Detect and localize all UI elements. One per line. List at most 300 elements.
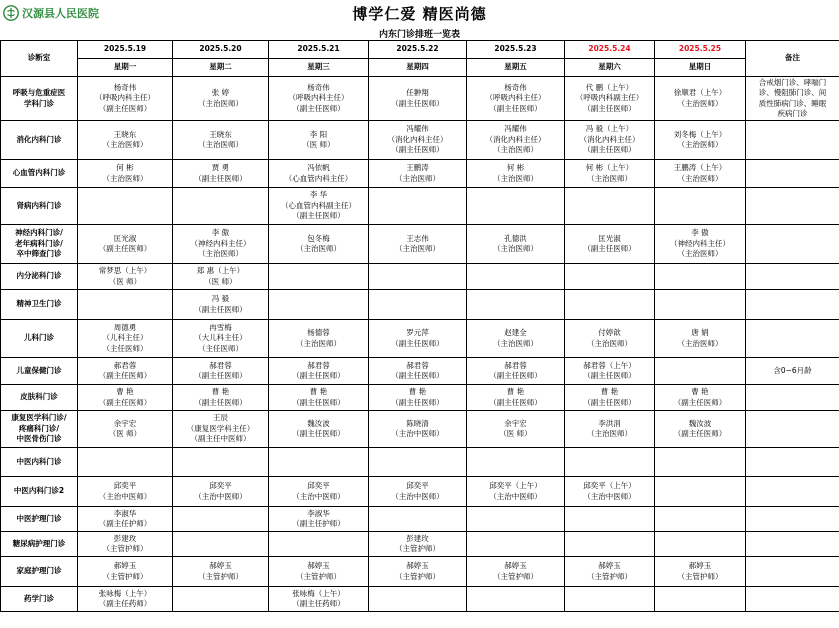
doctor-cell xyxy=(269,225,369,264)
doctor-name: 李 华 xyxy=(309,190,328,200)
doctor-title: （副主任医师） xyxy=(391,145,444,155)
note-cell xyxy=(746,477,839,507)
doctor-name: 代 鹏（上午） xyxy=(585,82,634,92)
schedule-row xyxy=(1,385,839,411)
doctor-cell xyxy=(173,587,269,612)
doctor-name: 王晓东 xyxy=(209,129,232,139)
dept-name-line: 消化内科门诊 xyxy=(16,134,62,144)
doctor-name: 王志伟 xyxy=(406,233,429,243)
doctor-cell xyxy=(269,188,369,225)
doctor-name: 张咏梅（上午） xyxy=(292,588,345,598)
doctor-cell xyxy=(173,532,269,557)
doctor-cell xyxy=(369,411,467,448)
note-line: 诊、慢阻肺门诊、间 xyxy=(758,88,827,97)
doctor-cell xyxy=(369,320,467,358)
doctor-cell xyxy=(655,264,746,290)
note-cell xyxy=(746,557,839,587)
doctor-cell xyxy=(78,448,173,477)
note-line: 合戒烟门诊、哮喘门 xyxy=(758,77,827,87)
doctor-name: 郝君蓉 xyxy=(209,360,232,370)
doctor-cell xyxy=(655,532,746,557)
doctor-title: （神经内科主任） xyxy=(670,238,730,248)
doctor-cell xyxy=(467,77,565,121)
doctor-cell xyxy=(78,264,173,290)
doctor-cell xyxy=(369,160,467,188)
doctor-cell xyxy=(565,507,655,532)
doctor-cell xyxy=(78,411,173,448)
note-cell xyxy=(746,532,839,557)
doctor-cell xyxy=(467,188,565,225)
doctor-name: 包冬梅 xyxy=(307,233,330,243)
doctor-title: （主治医师） xyxy=(587,429,632,438)
doctor-cell xyxy=(173,448,269,477)
doctor-cell xyxy=(655,121,746,160)
date-header: 2025.5.19 xyxy=(78,41,173,59)
doctor-name: 孔德洪 xyxy=(504,233,527,243)
doctor-title: （副主任医师） xyxy=(391,98,444,108)
weekday-header: 星期三 xyxy=(269,59,369,77)
dept-name-cell xyxy=(1,290,78,320)
doctor-cell xyxy=(78,385,173,411)
doctor-cell xyxy=(467,320,565,358)
doctor-cell xyxy=(565,264,655,290)
dept-name-cell xyxy=(1,411,78,448)
doctor-cell xyxy=(369,290,467,320)
schedule-row xyxy=(1,121,839,160)
doctor-cell xyxy=(467,121,565,160)
dept-name-cell xyxy=(1,557,78,587)
doctor-title: （主管护师） xyxy=(395,544,440,553)
schedule-row xyxy=(1,358,839,385)
doctor-name: 邱奕平 xyxy=(209,481,232,490)
doctor-cell xyxy=(467,587,565,612)
doctor-cell xyxy=(269,290,369,320)
schedule-row xyxy=(1,532,839,557)
doctor-cell xyxy=(173,358,269,385)
doctor-cell xyxy=(369,264,467,290)
schedule-row xyxy=(1,411,839,448)
doctor-cell xyxy=(269,77,369,121)
doctor-title: （副主任医师） xyxy=(292,211,345,221)
doctor-title: （主治医师） xyxy=(395,173,440,183)
doctor-title: （主治医师） xyxy=(587,338,632,348)
doctor-cell xyxy=(565,557,655,587)
doctor-title: （主治中医师） xyxy=(98,491,152,501)
doctor-cell xyxy=(173,385,269,411)
doctor-title: （副主任药师） xyxy=(292,599,345,608)
dept-name-line: 儿科门诊 xyxy=(24,333,54,343)
schedule-row xyxy=(1,448,839,477)
doctor-title: （副主任医师） xyxy=(194,397,247,407)
schedule-row xyxy=(1,264,839,290)
doctor-cell xyxy=(655,477,746,507)
doctor-title: （医 师） xyxy=(204,276,237,286)
doctor-cell xyxy=(369,121,467,160)
date-header: 2025.5.21 xyxy=(269,41,369,59)
date-header-weekend: 2025.5.25 xyxy=(655,41,746,59)
doctor-title: （大儿科主任） xyxy=(194,333,247,343)
note-cell xyxy=(746,160,839,188)
doctor-title: （主治医师） xyxy=(677,249,723,259)
doctor-title: （主管护师） xyxy=(395,571,440,581)
doctor-cell xyxy=(369,188,467,225)
doctor-title: （副主任医师） xyxy=(391,371,444,380)
doctor-title: （副主任医师） xyxy=(583,397,636,407)
doctor-cell xyxy=(565,320,655,358)
doctor-name: 常梦思（上午） xyxy=(98,266,152,275)
dept-name-cell xyxy=(1,358,78,385)
schedule-row xyxy=(1,77,839,121)
doctor-cell xyxy=(269,507,369,532)
doctor-title: （副主任医师） xyxy=(583,145,636,155)
weekday-header: 星期一 xyxy=(78,59,173,77)
doctor-name: 郝君蓉 xyxy=(307,360,330,370)
doctor-name: 郝君蓉 xyxy=(406,360,429,370)
doctor-name: 郑 惠（上午） xyxy=(196,266,245,275)
dept-name-line: 中医内科门诊2 xyxy=(13,486,65,496)
doctor-cell xyxy=(369,358,467,385)
doctor-cell xyxy=(467,477,565,507)
doctor-cell xyxy=(565,385,655,411)
doctor-title: （主管护师） xyxy=(677,571,723,581)
doctor-cell xyxy=(173,77,269,121)
doctor-title: （副主任医师） xyxy=(98,371,152,380)
doctor-title: （副主任中医师） xyxy=(190,434,251,444)
doctor-title: （主治医师） xyxy=(493,244,538,253)
doctor-cell xyxy=(78,320,173,358)
doctor-cell xyxy=(269,411,369,448)
doctor-name: 李洪涓 xyxy=(598,418,621,428)
doctor-title: （副主任医师） xyxy=(292,429,345,438)
doctor-title: （主任医师） xyxy=(198,343,243,353)
dept-name-cell xyxy=(1,121,78,160)
dept-name-cell xyxy=(1,225,78,264)
doctor-title: （主治医师） xyxy=(102,140,148,149)
doctor-name: 李淑华 xyxy=(113,508,137,518)
doctor-cell xyxy=(269,385,369,411)
doctor-cell xyxy=(655,358,746,385)
doctor-name: 何 彬（上午） xyxy=(585,163,634,172)
doctor-cell xyxy=(565,358,655,385)
doctor-cell xyxy=(467,507,565,532)
doctor-title: （副主任医师） xyxy=(194,371,247,380)
note-cell xyxy=(746,121,839,160)
doctor-name: 郝君蓉（上午） xyxy=(583,360,636,370)
doctor-title: （主治医师） xyxy=(102,173,148,183)
doctor-cell xyxy=(467,448,565,477)
dept-name-line: 呼吸与危重症医 xyxy=(12,88,66,97)
doctor-name: 付婷歆 xyxy=(598,328,621,337)
doctor-title: （副主任医师） xyxy=(489,397,542,407)
note-cell xyxy=(746,358,839,385)
doctor-name: 罗元萍 xyxy=(406,328,429,337)
schedule-row xyxy=(1,587,839,612)
doctor-name: 唐 娟 xyxy=(691,328,709,337)
note-cell xyxy=(746,385,839,411)
doctor-title: （康复医学科主任） xyxy=(186,423,255,433)
doctor-title: （消化内科主任） xyxy=(485,134,546,144)
doctor-name: 彭建玫 xyxy=(113,533,137,543)
schedule-row xyxy=(1,225,839,264)
weekday-header: 星期二 xyxy=(173,59,269,77)
date-header: 2025.5.20 xyxy=(173,41,269,59)
doctor-name: 匡光淑 xyxy=(113,233,137,243)
dept-name-line: 家庭护理门诊 xyxy=(16,566,62,576)
page-title: 博学仁爱 精医尚德 xyxy=(352,5,487,23)
doctor-title: （主治医师） xyxy=(677,173,723,183)
doctor-name: 余宇宏 xyxy=(504,418,527,428)
doctor-title: （副主任医师） xyxy=(98,397,152,407)
doctor-title: （主治医师） xyxy=(198,140,243,149)
note-cell xyxy=(746,225,839,264)
doctor-title: （呼吸内科主任） xyxy=(95,93,155,103)
doctor-title: （副主任医师） xyxy=(489,103,542,113)
doctor-cell xyxy=(467,358,565,385)
doctor-title: （医 师） xyxy=(108,429,142,438)
doctor-title: （医 师） xyxy=(302,140,335,149)
doctor-title: （主治中医师） xyxy=(583,491,636,501)
dept-name-line: 老年病科门诊/ xyxy=(15,238,63,248)
dept-name-cell xyxy=(1,507,78,532)
doctor-cell xyxy=(78,358,173,385)
doctor-cell xyxy=(655,188,746,225)
schedule-row xyxy=(1,507,839,532)
doctor-cell xyxy=(78,121,173,160)
doctor-cell xyxy=(78,290,173,320)
doctor-cell xyxy=(655,557,746,587)
doctor-name: 郝婷玉 xyxy=(406,561,429,570)
dept-name-line: 肾病内科门诊 xyxy=(16,200,62,210)
schedule-table xyxy=(0,40,839,612)
doctor-name: 郝婷玉 xyxy=(113,561,137,570)
doctor-title: （主治医师） xyxy=(395,244,440,253)
dept-name-cell xyxy=(1,160,78,188)
weekday-row xyxy=(1,59,839,77)
doctor-name: 魏汝波 xyxy=(307,418,330,428)
note-cell xyxy=(746,320,839,358)
doctor-title: （主管护师） xyxy=(102,571,148,581)
date-header-weekend: 2025.5.24 xyxy=(565,41,655,59)
doctor-cell xyxy=(565,477,655,507)
page-subtitle: 内东门诊排班一览表 xyxy=(378,30,460,40)
note-line: 含0~6月龄 xyxy=(773,365,812,375)
dept-name-cell xyxy=(1,448,78,477)
doctor-title: （主治中医师） xyxy=(489,491,542,501)
schedule-body xyxy=(1,77,839,612)
doctor-cell xyxy=(467,225,565,264)
doctor-name: 贾 勇 xyxy=(211,163,230,172)
dept-name-cell xyxy=(1,320,78,358)
doctor-name: 李 傲 xyxy=(211,228,230,238)
doctor-title: （主治中医师） xyxy=(391,491,444,501)
doctor-name: 邱奕平 xyxy=(307,481,330,490)
doctor-name: 杨德蓉 xyxy=(307,328,330,337)
doctor-title: （主治医师） xyxy=(493,173,538,183)
dept-name-line: 儿童保健门诊 xyxy=(16,365,62,375)
doctor-cell xyxy=(655,507,746,532)
doctor-cell xyxy=(655,448,746,477)
doctor-name: 何 彬 xyxy=(506,163,525,172)
doctor-title: （副主任医师） xyxy=(194,173,247,183)
doctor-cell xyxy=(655,225,746,264)
dept-name-line: 心血管内科门诊 xyxy=(12,168,66,178)
doctor-cell xyxy=(173,188,269,225)
doctor-cell xyxy=(78,160,173,188)
doctor-cell xyxy=(269,320,369,358)
doctor-title: （副主任医师） xyxy=(98,103,152,113)
doctor-cell xyxy=(369,557,467,587)
doctor-cell xyxy=(565,411,655,448)
doctor-title: （主治中医师） xyxy=(194,491,247,501)
doctor-cell xyxy=(655,411,746,448)
doctor-name: 曹 艳 xyxy=(600,387,619,396)
doctor-name: 赵建全 xyxy=(504,328,527,337)
note-cell xyxy=(746,77,839,121)
doctor-cell xyxy=(565,121,655,160)
doctor-cell xyxy=(655,320,746,358)
note-cell xyxy=(746,448,839,477)
dept-name-line: 药学门诊 xyxy=(24,593,54,603)
doctor-cell xyxy=(467,532,565,557)
doctor-title: （副主任医师） xyxy=(391,397,444,407)
doctor-name: 张咏梅（上午） xyxy=(98,588,152,598)
doctor-title: （主管护师） xyxy=(493,571,538,581)
doctor-cell xyxy=(78,532,173,557)
doctor-cell xyxy=(565,587,655,612)
schedule-row xyxy=(1,160,839,188)
doctor-cell xyxy=(655,385,746,411)
dept-name-line: 皮肤科门诊 xyxy=(20,392,58,402)
doctor-title: （儿科主任） xyxy=(102,333,148,343)
dept-name-line: 中医骨伤门诊 xyxy=(16,434,62,444)
doctor-cell xyxy=(565,532,655,557)
doctor-cell xyxy=(467,557,565,587)
doctor-cell xyxy=(173,121,269,160)
dept-name-cell xyxy=(1,477,78,507)
doctor-cell xyxy=(565,225,655,264)
doctor-title: （副主任护师） xyxy=(98,519,152,528)
doctor-cell xyxy=(369,448,467,477)
doctor-title: （主管护师） xyxy=(296,571,341,581)
doctor-cell xyxy=(655,77,746,121)
weekday-header: 星期六 xyxy=(565,59,655,77)
note-cell xyxy=(746,188,839,225)
doctor-name: 曹 艳 xyxy=(309,387,328,396)
doctor-title: （主治医师） xyxy=(677,140,723,149)
doctor-name: 郝婷玉 xyxy=(504,561,527,570)
doctor-cell xyxy=(467,160,565,188)
doctor-name: 曹 艳 xyxy=(506,387,525,396)
doctor-title: （副主任医师） xyxy=(583,103,636,113)
note-cell xyxy=(746,587,839,612)
doctor-name: 杨奇伟 xyxy=(307,82,330,92)
doctor-name: 李 阳 xyxy=(309,129,328,139)
doctor-name: 邱奕平 xyxy=(406,481,429,490)
doctor-cell xyxy=(269,532,369,557)
doctor-title: （副主任医师） xyxy=(583,244,636,253)
doctor-cell xyxy=(269,587,369,612)
doctor-cell xyxy=(565,290,655,320)
doctor-cell xyxy=(78,77,173,121)
dept-name-line: 神经内科门诊/ xyxy=(15,228,63,238)
doctor-name: 郝婷玉 xyxy=(688,561,712,570)
doctor-name: 王辰 xyxy=(213,413,228,423)
doctor-cell xyxy=(78,225,173,264)
note-cell xyxy=(746,290,839,320)
doctor-name: 曹 艳 xyxy=(408,387,427,396)
doctor-cell xyxy=(78,507,173,532)
doctor-title: （主管护师） xyxy=(587,571,632,581)
weekday-header: 星期四 xyxy=(369,59,467,77)
doctor-cell xyxy=(173,507,269,532)
schedule-row xyxy=(1,188,839,225)
hospital-name: 汉源县人民医院 xyxy=(22,7,99,20)
dept-name-cell xyxy=(1,532,78,557)
schedule-row xyxy=(1,290,839,320)
doctor-title: （消化内科主任） xyxy=(579,134,640,144)
doctor-cell xyxy=(369,587,467,612)
doctor-name: 陈晓清 xyxy=(406,418,429,428)
dept-name-line: 中医内科门诊 xyxy=(16,456,62,466)
dept-name-cell xyxy=(1,188,78,225)
doctor-name: 李 傲 xyxy=(691,228,709,238)
doctor-name: 冯 毅 xyxy=(211,294,230,303)
doctor-cell xyxy=(173,225,269,264)
doctor-title: （心血管内科副主任） xyxy=(281,200,356,210)
doctor-name: 曹 艳 xyxy=(691,387,709,396)
doctor-cell xyxy=(467,385,565,411)
doctor-name: 王鹏涛（上午） xyxy=(673,163,727,172)
doctor-name: 冯耀伟 xyxy=(504,124,527,134)
doctor-title: （主治医师） xyxy=(677,98,723,108)
doctor-name: 李淑华 xyxy=(307,508,330,518)
doctor-cell xyxy=(467,411,565,448)
doctor-cell xyxy=(369,77,467,121)
weekday-header: 星期五 xyxy=(467,59,565,77)
dept-name-line: 精神卫生门诊 xyxy=(16,299,62,309)
dept-name-line: 中医护理门诊 xyxy=(16,513,62,523)
doctor-title: （医 师） xyxy=(108,276,142,286)
dept-name-cell xyxy=(1,385,78,411)
dept-column-header: 诊断室 xyxy=(1,41,78,77)
doctor-cell xyxy=(565,160,655,188)
doctor-name: 杨奇伟 xyxy=(113,82,137,92)
doctor-title: （副主任医师） xyxy=(391,338,444,348)
doctor-name: 郝婷玉 xyxy=(209,561,232,570)
doctor-cell xyxy=(655,160,746,188)
doctor-cell xyxy=(269,557,369,587)
doctor-cell xyxy=(173,264,269,290)
doctor-name: 刘冬梅（上午） xyxy=(673,129,727,139)
doctor-name: 郝婷玉 xyxy=(598,561,621,570)
doctor-title: （呼吸内科副主任） xyxy=(575,93,644,103)
doctor-name: 何 彬 xyxy=(116,163,134,172)
doctor-name: 任翀翔 xyxy=(406,88,429,97)
doctor-title: （副主任医师） xyxy=(292,103,345,113)
doctor-name: 冉雪梅 xyxy=(209,322,232,332)
doctor-cell xyxy=(173,290,269,320)
doctor-cell xyxy=(173,411,269,448)
doctor-title: （主治医师） xyxy=(493,338,538,348)
doctor-cell xyxy=(369,477,467,507)
schedule-row xyxy=(1,477,839,507)
weekday-header: 星期日 xyxy=(655,59,746,77)
doctor-name: 邱奕平 xyxy=(113,481,137,490)
doctor-name: 邱奕平（上午） xyxy=(489,481,542,490)
doctor-title: （主治医师） xyxy=(677,338,723,348)
doctor-cell xyxy=(269,477,369,507)
doctor-name: 王鹏涛 xyxy=(406,163,429,172)
